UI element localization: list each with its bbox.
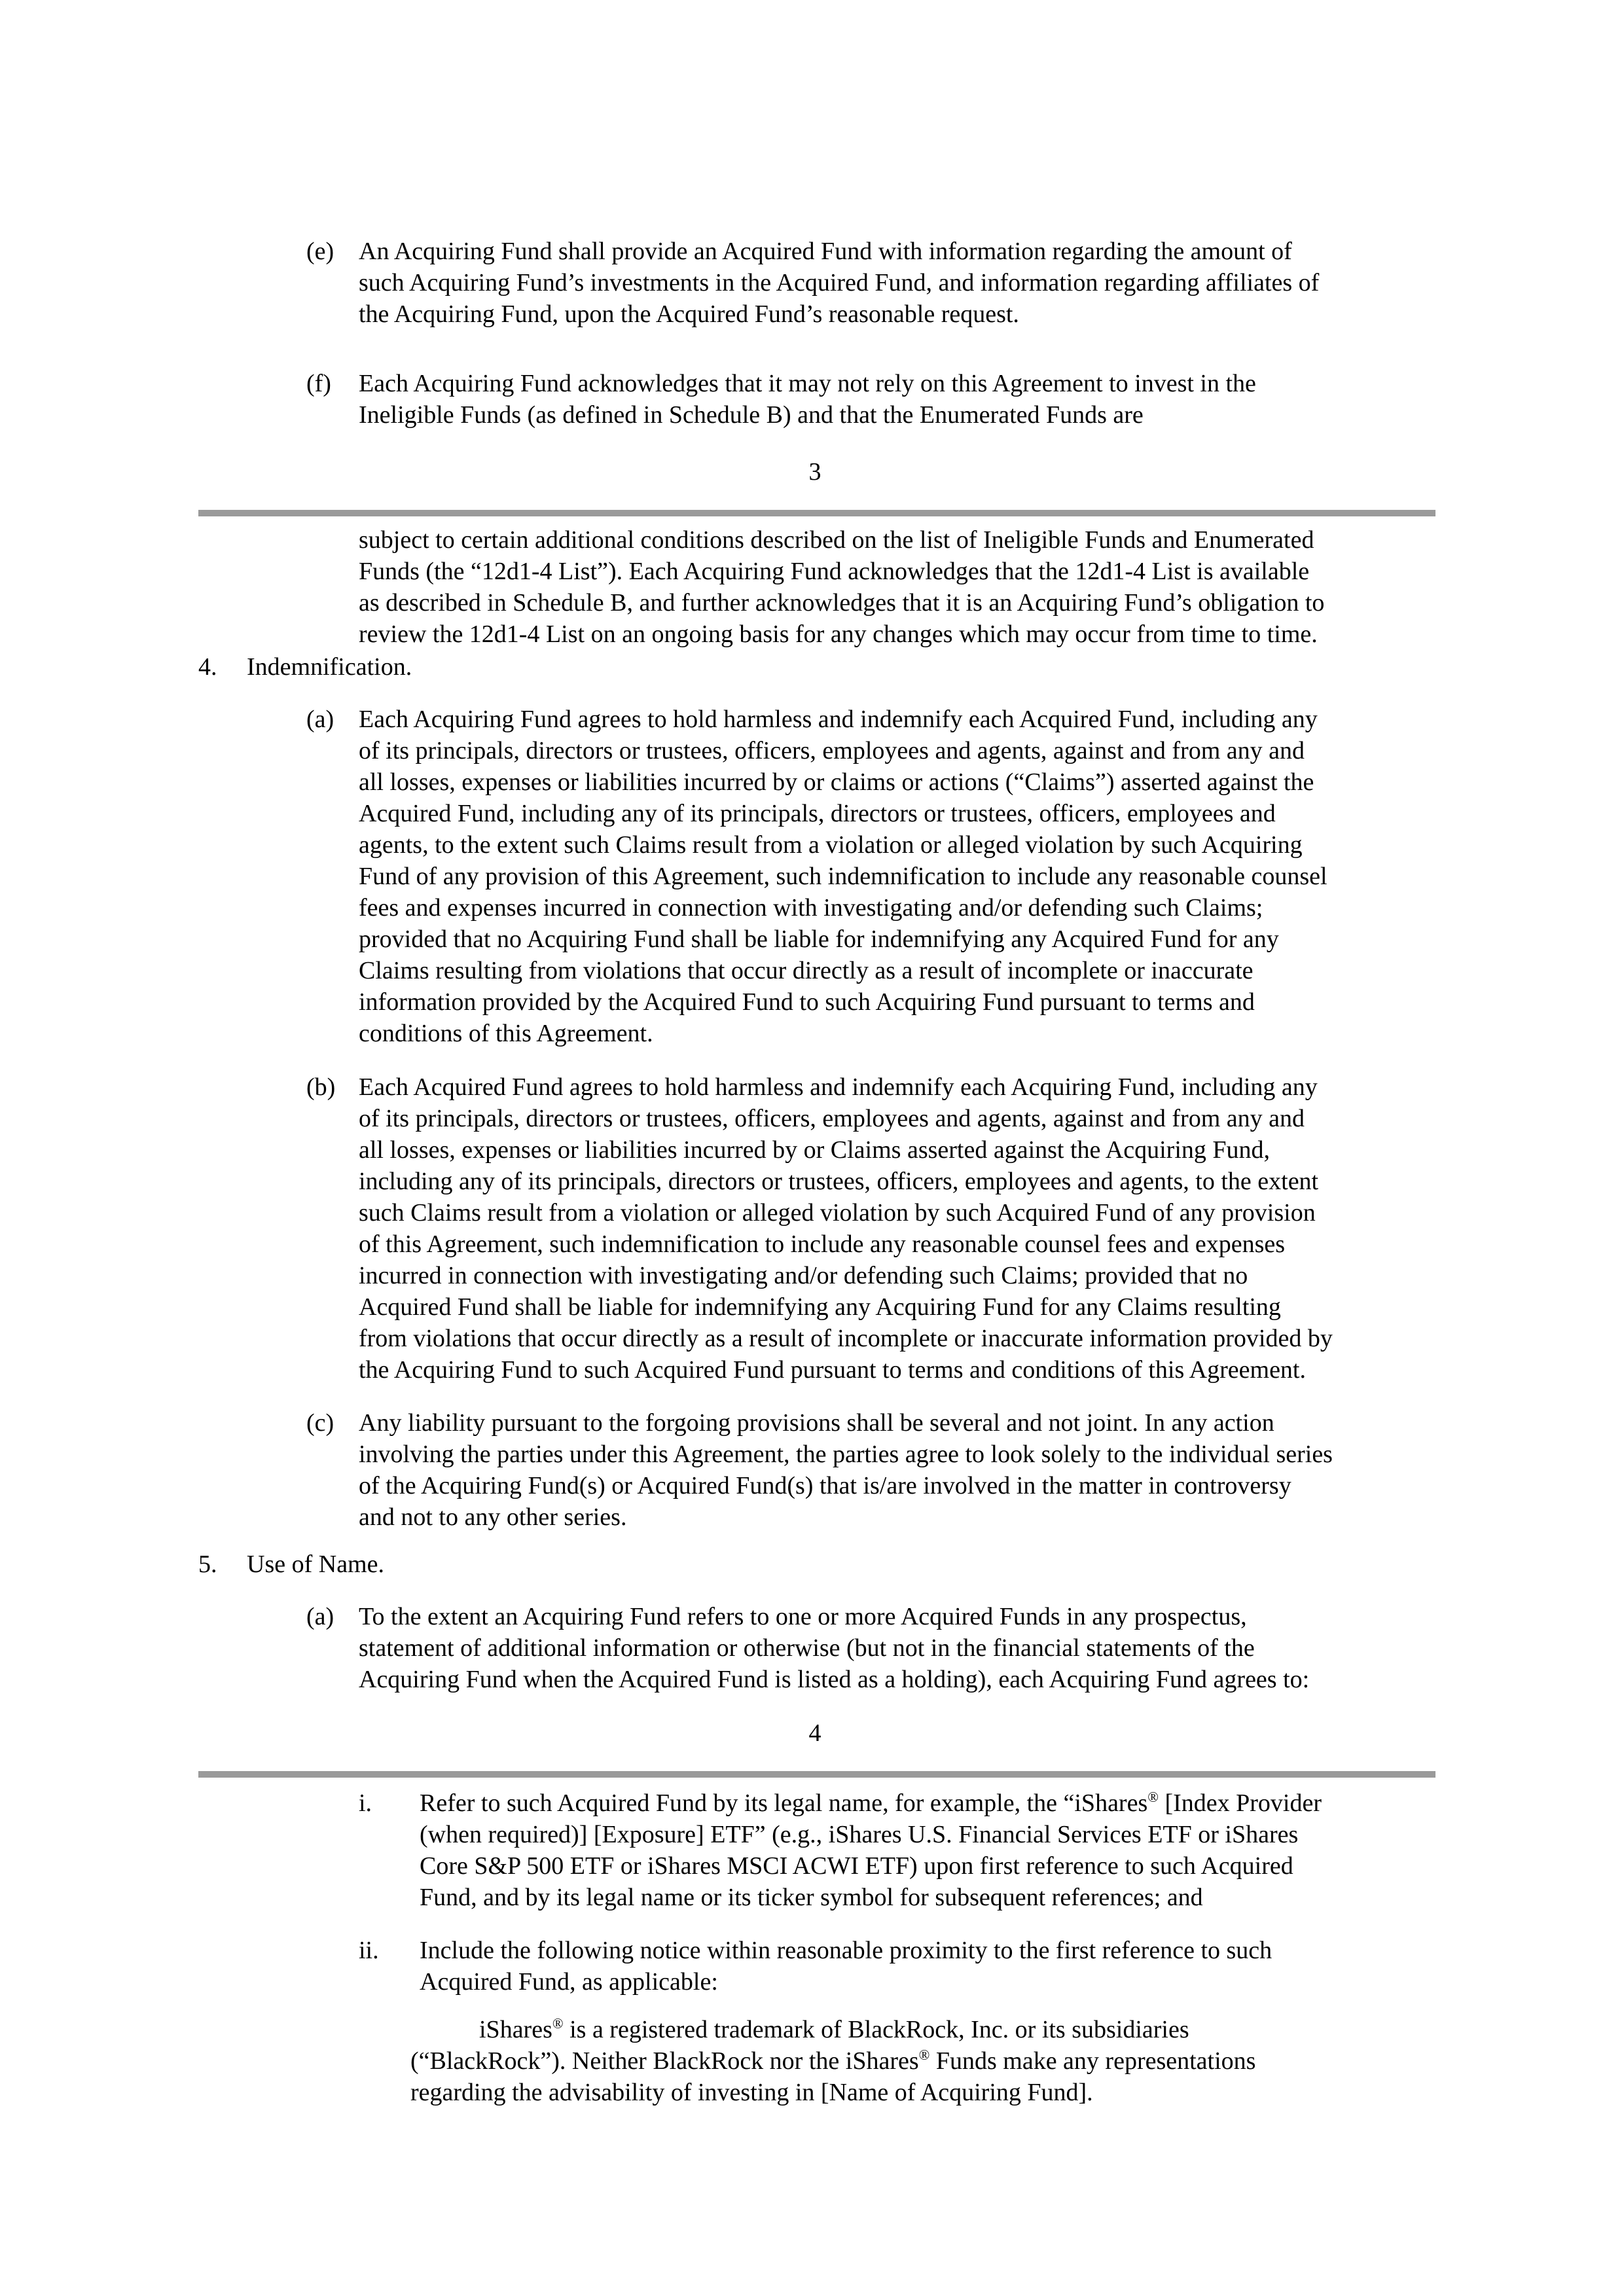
text-line: Acquiring Fund when the Acquired Fund is listed as a holding), each Acquiring Fund agrees to: bbox=[359, 1666, 1310, 1693]
text-line: Any liability pursuant to the forgoing provisions shall be several and not joint. In any action bbox=[359, 1409, 1274, 1437]
text-line: Each Acquired Fund agrees to hold harmless and indemnify each Acquiring Fund, including any bbox=[359, 1073, 1318, 1101]
text-line: including any of its principals, directors or trustees, officers, employees and agents, to the extent bbox=[359, 1168, 1319, 1195]
text-line: all losses, expenses or liabilities incurred by or Claims asserted against the Acquiring Fund, bbox=[359, 1136, 1271, 1164]
paragraph-4a bbox=[359, 704, 1327, 1049]
item-label: (c) bbox=[306, 1409, 334, 1437]
text-line: and not to any other series. bbox=[359, 1503, 627, 1531]
text-fragment: iShares bbox=[479, 2016, 552, 2043]
paragraph-f-continued bbox=[359, 524, 1324, 650]
text-line: regarding the advisability of investing in [Name of Acquiring Fund]. bbox=[410, 2079, 1093, 2106]
text-line: Claims resulting from violations that occur directly as a result of incomplete or inaccurate bbox=[359, 957, 1254, 984]
text-line: as described in Schedule B, and further acknowledges that it is an Acquiring Fund’s obligation to bbox=[359, 589, 1325, 617]
paragraph-e bbox=[359, 236, 1319, 330]
registered-mark: ® bbox=[552, 2015, 564, 2032]
text-fragment: Refer to such Acquired Fund by its legal name, for example, the “iShares bbox=[420, 1789, 1148, 1817]
item-label: (f) bbox=[306, 370, 331, 397]
text-line: Each Acquiring Fund agrees to hold harmless and indemnify each Acquired Fund, including any bbox=[359, 706, 1318, 733]
text-line: fees and expenses incurred in connection with investigating and/or defending such Claims; bbox=[359, 894, 1263, 922]
text-line: subject to certain additional conditions described on the list of Ineligible Funds and Enumerated bbox=[359, 526, 1314, 554]
text-line: incurred in connection with investigating and/or defending such Claims; provided that no bbox=[359, 1262, 1248, 1289]
text-line: all losses, expenses or liabilities incurred by or claims or actions (“Claims”) asserted against the bbox=[359, 768, 1314, 796]
text-line: (when required)] [Exposure] ETF” (e.g., iShares U.S. Financial Services ETF or iShares bbox=[420, 1821, 1299, 1848]
paragraph-5a-i bbox=[420, 1787, 1322, 1913]
text-line: Include the following notice within reasonable proximity to the first reference to such bbox=[420, 1937, 1272, 1964]
text-line: Ineligible Funds (as defined in Schedule B) and that the Enumerated Funds are bbox=[359, 401, 1144, 429]
item-label: (e) bbox=[306, 238, 334, 265]
page-number: 3 bbox=[808, 458, 821, 486]
text-fragment: (“BlackRock”). Neither BlackRock nor the iShares bbox=[410, 2047, 919, 2075]
section-heading: Indemnification. bbox=[247, 653, 412, 681]
text-line: An Acquiring Fund shall provide an Acquired Fund with information regarding the amount of bbox=[359, 238, 1292, 265]
text-line: the Acquiring Fund to such Acquired Fund pursuant to terms and conditions of this Agreement. bbox=[359, 1356, 1306, 1384]
text-line: Acquired Fund, including any of its principals, directors or trustees, officers, employees and bbox=[359, 800, 1276, 827]
registered-mark: ® bbox=[918, 2047, 930, 2063]
paragraph-5a-ii bbox=[420, 1935, 1272, 1998]
text-line: involving the parties under this Agreement, the parties agree to look solely to the individual series bbox=[359, 1441, 1333, 1468]
text-line: Each Acquiring Fund acknowledges that it may not rely on this Agreement to invest in the bbox=[359, 370, 1256, 397]
paragraph-f bbox=[359, 368, 1256, 431]
trademark-notice bbox=[410, 2014, 1255, 2108]
text-line: Fund, and by its legal name or its ticker symbol for subsequent references; and bbox=[420, 1884, 1203, 1911]
section-number: 5. bbox=[198, 1551, 217, 1578]
text-line: information provided by the Acquired Fund to such Acquiring Fund pursuant to terms and bbox=[359, 988, 1255, 1016]
text-fragment: is a registered trademark of BlackRock, Inc. or its subsidiaries bbox=[563, 2016, 1189, 2043]
paragraph-4c bbox=[359, 1407, 1333, 1533]
text-line: conditions of this Agreement. bbox=[359, 1020, 653, 1047]
text-line: of its principals, directors or trustees, officers, employees and agents, against and from any and bbox=[359, 737, 1305, 764]
text-line bbox=[410, 2045, 1255, 2077]
text-line: agents, to the extent such Claims result from a violation or alleged violation by such Acquiring bbox=[359, 831, 1303, 859]
text-line: Fund of any provision of this Agreement, such indemnification to include any reasonable counsel bbox=[359, 863, 1327, 890]
text-line: of the Acquiring Fund(s) or Acquired Fund(s) that is/are involved in the matter in controversy bbox=[359, 1472, 1291, 1499]
text-line: from violations that occur directly as a result of incomplete or inaccurate information provided by bbox=[359, 1325, 1333, 1352]
section-heading: Use of Name. bbox=[247, 1551, 384, 1578]
page-break-rule bbox=[198, 1771, 1435, 1778]
text-line: provided that no Acquiring Fund shall be liable for indemnifying any Acquired Fund for any bbox=[359, 925, 1279, 953]
text-line: To the extent an Acquiring Fund refers to one or more Acquired Funds in any prospectus, bbox=[359, 1603, 1247, 1630]
text-line: statement of additional information or otherwise (but not in the financial statements of the bbox=[359, 1634, 1255, 1662]
text-line: Core S&P 500 ETF or iShares MSCI ACWI ETF) upon first reference to such Acquired bbox=[420, 1852, 1293, 1880]
item-label: (a) bbox=[306, 1603, 334, 1630]
text-line: Acquired Fund shall be liable for indemnifying any Acquiring Fund for any Claims resulting bbox=[359, 1293, 1281, 1321]
text-fragment: Funds make any representations bbox=[929, 2047, 1256, 2075]
text-fragment: [Index Provider bbox=[1158, 1789, 1322, 1817]
text-line: such Acquiring Fund’s investments in the Acquired Fund, and information regarding affiliates of bbox=[359, 269, 1320, 296]
text-line: of its principals, directors or trustees, officers, employees and agents, against and from any and bbox=[359, 1105, 1305, 1132]
page-number: 4 bbox=[808, 1719, 821, 1747]
text-line: of this Agreement, such indemnification to include any reasonable counsel fees and expenses bbox=[359, 1230, 1286, 1258]
text-line: such Claims result from a violation or alleged violation by such Acquired Fund of any provision bbox=[359, 1199, 1316, 1227]
text-line: the Acquiring Fund, upon the Acquired Fund’s reasonable request. bbox=[359, 300, 1019, 328]
text-line: review the 12d1-4 List on an ongoing basis for any changes which may occur from time to time. bbox=[359, 620, 1318, 648]
paragraph-5a bbox=[359, 1601, 1309, 1695]
item-label: i. bbox=[359, 1789, 372, 1817]
page-break-rule bbox=[198, 510, 1435, 516]
item-label: (a) bbox=[306, 706, 334, 733]
item-label: (b) bbox=[306, 1073, 336, 1101]
item-label: ii. bbox=[359, 1937, 379, 1964]
paragraph-4b bbox=[359, 1071, 1333, 1386]
text-line bbox=[410, 2014, 1255, 2045]
text-line: Acquired Fund, as applicable: bbox=[420, 1968, 718, 1996]
registered-mark: ® bbox=[1147, 1789, 1159, 1805]
text-line bbox=[420, 1787, 1322, 1819]
text-line: Funds (the “12d1-4 List”). Each Acquiring Fund acknowledges that the 12d1-4 List is available bbox=[359, 558, 1310, 585]
section-number: 4. bbox=[198, 653, 217, 681]
